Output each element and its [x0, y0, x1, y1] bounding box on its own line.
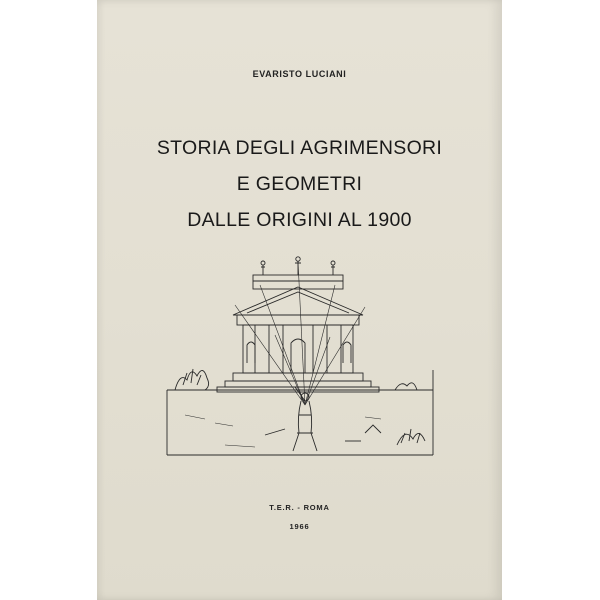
title-line-1: STORIA DEGLI AGRIMENSORI: [156, 137, 443, 159]
publisher-name: T.E.R. - ROMA: [269, 503, 330, 512]
title-line-3: DALLE ORIGINI AL 1900: [187, 209, 412, 231]
book-title: [97, 130, 502, 238]
engraving-surveyor-temple-icon: [165, 245, 435, 460]
publication-year: 1966: [289, 522, 310, 531]
author-name: EVARISTO LUCIANI: [252, 69, 347, 79]
book-cover: [97, 0, 502, 600]
title-line-2: E GEOMETRI: [236, 173, 363, 195]
